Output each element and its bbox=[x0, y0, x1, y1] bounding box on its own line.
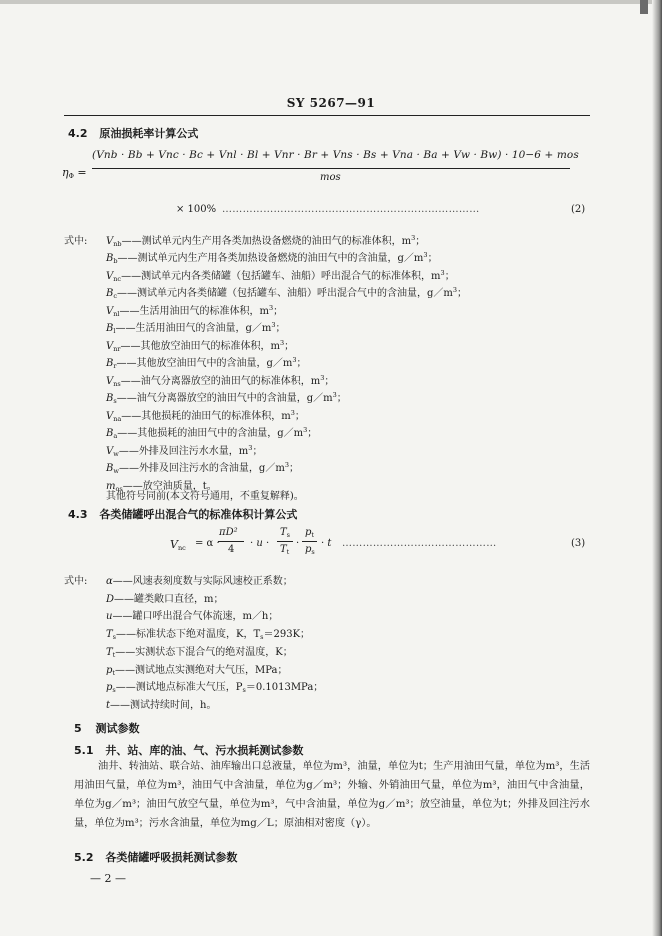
scan-right-edge bbox=[652, 0, 662, 936]
definition-symbol-subscript: nl bbox=[113, 310, 120, 318]
definition-symbol-subscript: w bbox=[113, 467, 119, 475]
section-title: 井、站、库的油、气、污水损耗测试参数 bbox=[105, 744, 304, 757]
standard-id-header: SY 5267—91 bbox=[286, 96, 376, 110]
section-title: 各类储罐呼吸损耗测试参数 bbox=[105, 851, 238, 864]
where-label: 式中: bbox=[64, 576, 88, 587]
definition-tail-subscript: s bbox=[260, 633, 264, 642]
definition-symbol-subscript: s bbox=[112, 633, 117, 642]
definition-superscript: 3 bbox=[440, 269, 445, 277]
definition-symbol: D bbox=[106, 593, 115, 605]
definition-text: ——测试地点标准大气压，P bbox=[115, 682, 243, 694]
definition-tail: ＝293K； bbox=[263, 629, 311, 641]
definition-symbol: V bbox=[106, 376, 114, 387]
definition-symbol: B bbox=[106, 428, 114, 439]
definition-text: ——其他放空油田气中的含油量，g／m bbox=[116, 358, 293, 369]
formula-3-frac2-num: $T_s$ bbox=[280, 527, 291, 539]
definition-text: ——生活用油田气的标准体积，m bbox=[119, 306, 269, 317]
definition-text: ——生活用油田气的含油量，g／m bbox=[115, 323, 272, 334]
definition-symbol-subscript: nc bbox=[113, 275, 122, 283]
leader-dots: ……………………………………… bbox=[342, 538, 497, 549]
definition-text: ——标准状态下绝对温度，K，T bbox=[116, 629, 261, 641]
definition-text: ——测试单元内各类储罐（包括罐车、油船）呼出混合气的标准体积，m bbox=[121, 271, 441, 282]
definition-superscript: 3 bbox=[284, 461, 289, 469]
definition-tail: ＝0.1013MPa； bbox=[245, 682, 324, 694]
definition-row bbox=[106, 302, 283, 318]
definition-symbol: B bbox=[106, 393, 114, 404]
page-number: — 2 — bbox=[90, 872, 126, 885]
definition-text: ——风速表刻度数与实际风速校正系数； bbox=[112, 576, 293, 587]
definition-symbol: B bbox=[106, 323, 114, 334]
formula-3-frac1-num: πD² bbox=[219, 527, 238, 538]
definition-row bbox=[106, 643, 293, 659]
formula-3-frac3-num: $p_t$ bbox=[305, 527, 315, 539]
definition-text: ——罐类敞口直径，m； bbox=[114, 593, 224, 605]
definition-superscript: 3 bbox=[290, 409, 295, 417]
formula-3-frac3-bar bbox=[302, 541, 317, 542]
formula-2-lhs: $\eta_\Phi$ = bbox=[62, 166, 87, 180]
definition-row bbox=[106, 661, 288, 677]
definition-symbol-subscript: nr bbox=[113, 345, 121, 353]
definition-row bbox=[106, 607, 278, 623]
where-label: 式中: bbox=[64, 236, 88, 247]
section-5-1-heading bbox=[74, 742, 303, 758]
formula-2-tail: × 100% bbox=[176, 204, 217, 215]
definition-text: ——其他损耗的油田气的标准体积，m bbox=[121, 411, 291, 422]
definition-row bbox=[106, 249, 438, 265]
definition-text: ——油气分离器放空的油田气中的含油量，g／m bbox=[116, 393, 333, 404]
definition-end: ； bbox=[336, 393, 347, 404]
section-4-2-heading bbox=[68, 125, 198, 141]
definition-text: ——测试持续时间，h。 bbox=[110, 699, 217, 711]
formula-3-dot: · bbox=[296, 538, 300, 549]
definition-symbol: m bbox=[106, 481, 116, 492]
formula-3-frac3-den: $p_s$ bbox=[305, 544, 315, 556]
definition-end: ； bbox=[284, 341, 295, 352]
definition-symbol-subscript: a bbox=[113, 432, 118, 440]
definition-symbol-subscript: l bbox=[113, 327, 116, 335]
definition-end: ； bbox=[252, 446, 263, 457]
formula-3-frac1-bar bbox=[218, 541, 244, 542]
definition-symbol-subscript: ns bbox=[113, 380, 121, 388]
definition-end: ； bbox=[444, 271, 455, 282]
section-5-1-paragraph: 油井、转油站、联合站、油库输出口总液量，单位为m³，油量，单位为t；生产用油田气量，单位为m³，生活用油田气量，单位为m³，油田气中含油量，单位为g／m³；外输、外销油田气量，单位为m³，油田气中含油量，单位为g／m³；油田气放空气量，单位为m³，气中含油量，单位为g／m³；放空油量，单位为t；外排及回注污水量，单位为m³；污水含油量，单位为mg／L；原油相对密度（γ）。 bbox=[74, 761, 590, 829]
definition-symbol: V bbox=[106, 341, 114, 352]
definition-superscript: 3 bbox=[271, 321, 276, 329]
scan-top-edge bbox=[0, 0, 662, 4]
definition-symbol-subscript: b bbox=[113, 257, 118, 265]
section-number: 4.3 bbox=[68, 508, 88, 521]
definition-row bbox=[106, 442, 262, 458]
definition-symbol: u bbox=[106, 611, 113, 623]
definition-symbol-subscript: t bbox=[112, 650, 116, 659]
definition-row bbox=[106, 267, 455, 283]
section-number: 5.1 bbox=[74, 744, 94, 757]
formula-3-frac2-bar bbox=[277, 541, 293, 542]
header-rule bbox=[64, 115, 590, 116]
formula-2-denominator: mos bbox=[320, 172, 341, 183]
definition-end: ； bbox=[273, 306, 284, 317]
definition-end: ； bbox=[275, 323, 286, 334]
section-title: 原油损耗率计算公式 bbox=[99, 127, 199, 140]
formula-2-fraction-bar bbox=[92, 168, 570, 169]
section-number: 5 bbox=[74, 722, 82, 735]
scan-corner-mark bbox=[640, 0, 648, 14]
definition-symbol: p bbox=[106, 682, 113, 694]
definition-row bbox=[106, 590, 224, 606]
definition-symbol-subscript: w bbox=[113, 450, 119, 458]
definition-row bbox=[106, 459, 299, 475]
definition-end: ； bbox=[294, 411, 305, 422]
definition-text: ——测试单元内各类储罐（包括罐车、油船）呼出混合气中的含油量，g／m bbox=[117, 288, 453, 299]
definition-symbol: V bbox=[106, 306, 114, 317]
definition-symbol: T bbox=[106, 629, 113, 641]
definition-row bbox=[106, 407, 305, 423]
definition-superscript: 3 bbox=[303, 426, 308, 434]
definition-text: ——放空油质量，t。 bbox=[122, 481, 217, 492]
definition-end: ； bbox=[324, 376, 335, 387]
definition-symbol-subscript: os bbox=[115, 485, 123, 493]
definition-end: ； bbox=[288, 463, 299, 474]
formula-3-frac2-den: $T_t$ bbox=[280, 544, 290, 556]
definition-symbol-subscript: nb bbox=[113, 240, 122, 248]
section-5-2-heading bbox=[74, 849, 237, 865]
definition-row bbox=[106, 625, 310, 641]
definition-symbol: V bbox=[106, 236, 114, 247]
definition-symbol: B bbox=[106, 288, 114, 299]
definition-symbol: B bbox=[106, 253, 114, 264]
definition-symbol: V bbox=[106, 446, 114, 457]
definition-end: ； bbox=[457, 288, 468, 299]
definition-superscript: 3 bbox=[423, 251, 428, 259]
definition-symbol-subscript: t bbox=[112, 668, 116, 677]
definition-tail-subscript: s bbox=[242, 686, 246, 695]
definition-superscript: 3 bbox=[332, 391, 337, 399]
definition-symbol-subscript: na bbox=[113, 415, 122, 423]
formula-3-alpha: = α · bbox=[195, 538, 220, 549]
definition-symbol: p bbox=[106, 664, 113, 676]
section-title: 测试参数 bbox=[95, 722, 140, 735]
definition-row bbox=[106, 354, 307, 370]
definition-symbol: B bbox=[106, 358, 114, 369]
definition-text: ——其他放空油田气的标准体积，m bbox=[120, 341, 281, 352]
definition-end: ； bbox=[427, 253, 438, 264]
definition-row bbox=[106, 389, 347, 405]
definition-superscript: 3 bbox=[248, 444, 253, 452]
closing-note: 其他符号同前(本文符号通用，不重复解释)。 bbox=[106, 491, 304, 502]
definition-text: ——测试单元内生产用各类加热设备燃烧的油田气的标准体积，m bbox=[121, 236, 412, 247]
equation-number-2: (2) bbox=[571, 204, 586, 215]
definition-superscript: 3 bbox=[268, 304, 274, 312]
definition-symbol-subscript: s bbox=[113, 397, 117, 405]
definition-row bbox=[106, 284, 467, 300]
formula-3-frac1-den: 4 bbox=[228, 544, 235, 555]
definition-end: ； bbox=[415, 236, 426, 247]
definition-text: ——罐口呼出混合气体流速，m／h； bbox=[112, 611, 279, 623]
section-4-3-heading bbox=[68, 506, 297, 522]
formula-3-tail: · t bbox=[321, 538, 332, 549]
definition-symbol-subscript: s bbox=[112, 686, 116, 695]
definition-text: ——外排及回注污水的含油量，g／m bbox=[118, 463, 285, 474]
leader-dots: ………………………………………………………………… bbox=[222, 204, 480, 215]
definition-row bbox=[106, 319, 285, 335]
definition-text: ——测试地点实测绝对大气压，MPa； bbox=[115, 664, 288, 676]
definition-text: ——实测状态下混合气的绝对温度，K； bbox=[115, 646, 293, 658]
definition-superscript: 3 bbox=[452, 286, 458, 294]
definition-text: ——外排及回注污水水量，m bbox=[118, 446, 249, 457]
definition-superscript: 3 bbox=[411, 234, 416, 242]
formula-3-lhs: $V_{nc}$ bbox=[170, 538, 186, 552]
definition-end: ； bbox=[307, 428, 318, 439]
definition-text: ——测试单元内生产用各类加热设备燃烧的油田气中的含油量，g／m bbox=[117, 253, 424, 264]
definition-superscript: 3 bbox=[292, 356, 297, 364]
definition-symbol-subscript: c bbox=[113, 292, 117, 300]
definition-symbol: t bbox=[106, 699, 111, 711]
definition-end: ； bbox=[296, 358, 307, 369]
definition-text: ——油气分离器放空的油田气的标准体积，m bbox=[120, 376, 321, 387]
definition-superscript: 3 bbox=[320, 374, 325, 382]
definition-text: ——其他损耗的油田气中的含油量，g／m bbox=[117, 428, 304, 439]
definition-symbol: V bbox=[106, 271, 114, 282]
definition-row bbox=[106, 696, 216, 712]
definition-symbol: α bbox=[106, 576, 113, 587]
definition-row bbox=[106, 232, 425, 248]
definition-row bbox=[106, 337, 294, 353]
definition-row bbox=[106, 572, 293, 588]
section-number: 4.2 bbox=[68, 127, 88, 140]
definition-superscript: 3 bbox=[280, 339, 285, 347]
formula-2-numerator: (Vnb · Bb + Vnc · Bc + Vnl · Bl + Vnr · Br + Vns · Bs + Vna · Ba + Vw · Bw) · 10−6 + mos bbox=[92, 149, 579, 161]
definition-symbol: B bbox=[106, 463, 114, 474]
definition-row bbox=[106, 678, 323, 694]
definition-row bbox=[106, 372, 334, 388]
definition-row bbox=[106, 424, 317, 440]
equation-number-3: (3) bbox=[571, 538, 586, 549]
section-5-heading bbox=[74, 720, 140, 736]
definition-symbol: T bbox=[106, 646, 113, 658]
definition-symbol: V bbox=[106, 411, 114, 422]
formula-3-u: · u · bbox=[250, 538, 270, 549]
section-title: 各类储罐呼出混合气的标准体积计算公式 bbox=[99, 508, 298, 521]
section-number: 5.2 bbox=[74, 851, 94, 864]
definition-symbol-subscript: r bbox=[113, 362, 117, 370]
